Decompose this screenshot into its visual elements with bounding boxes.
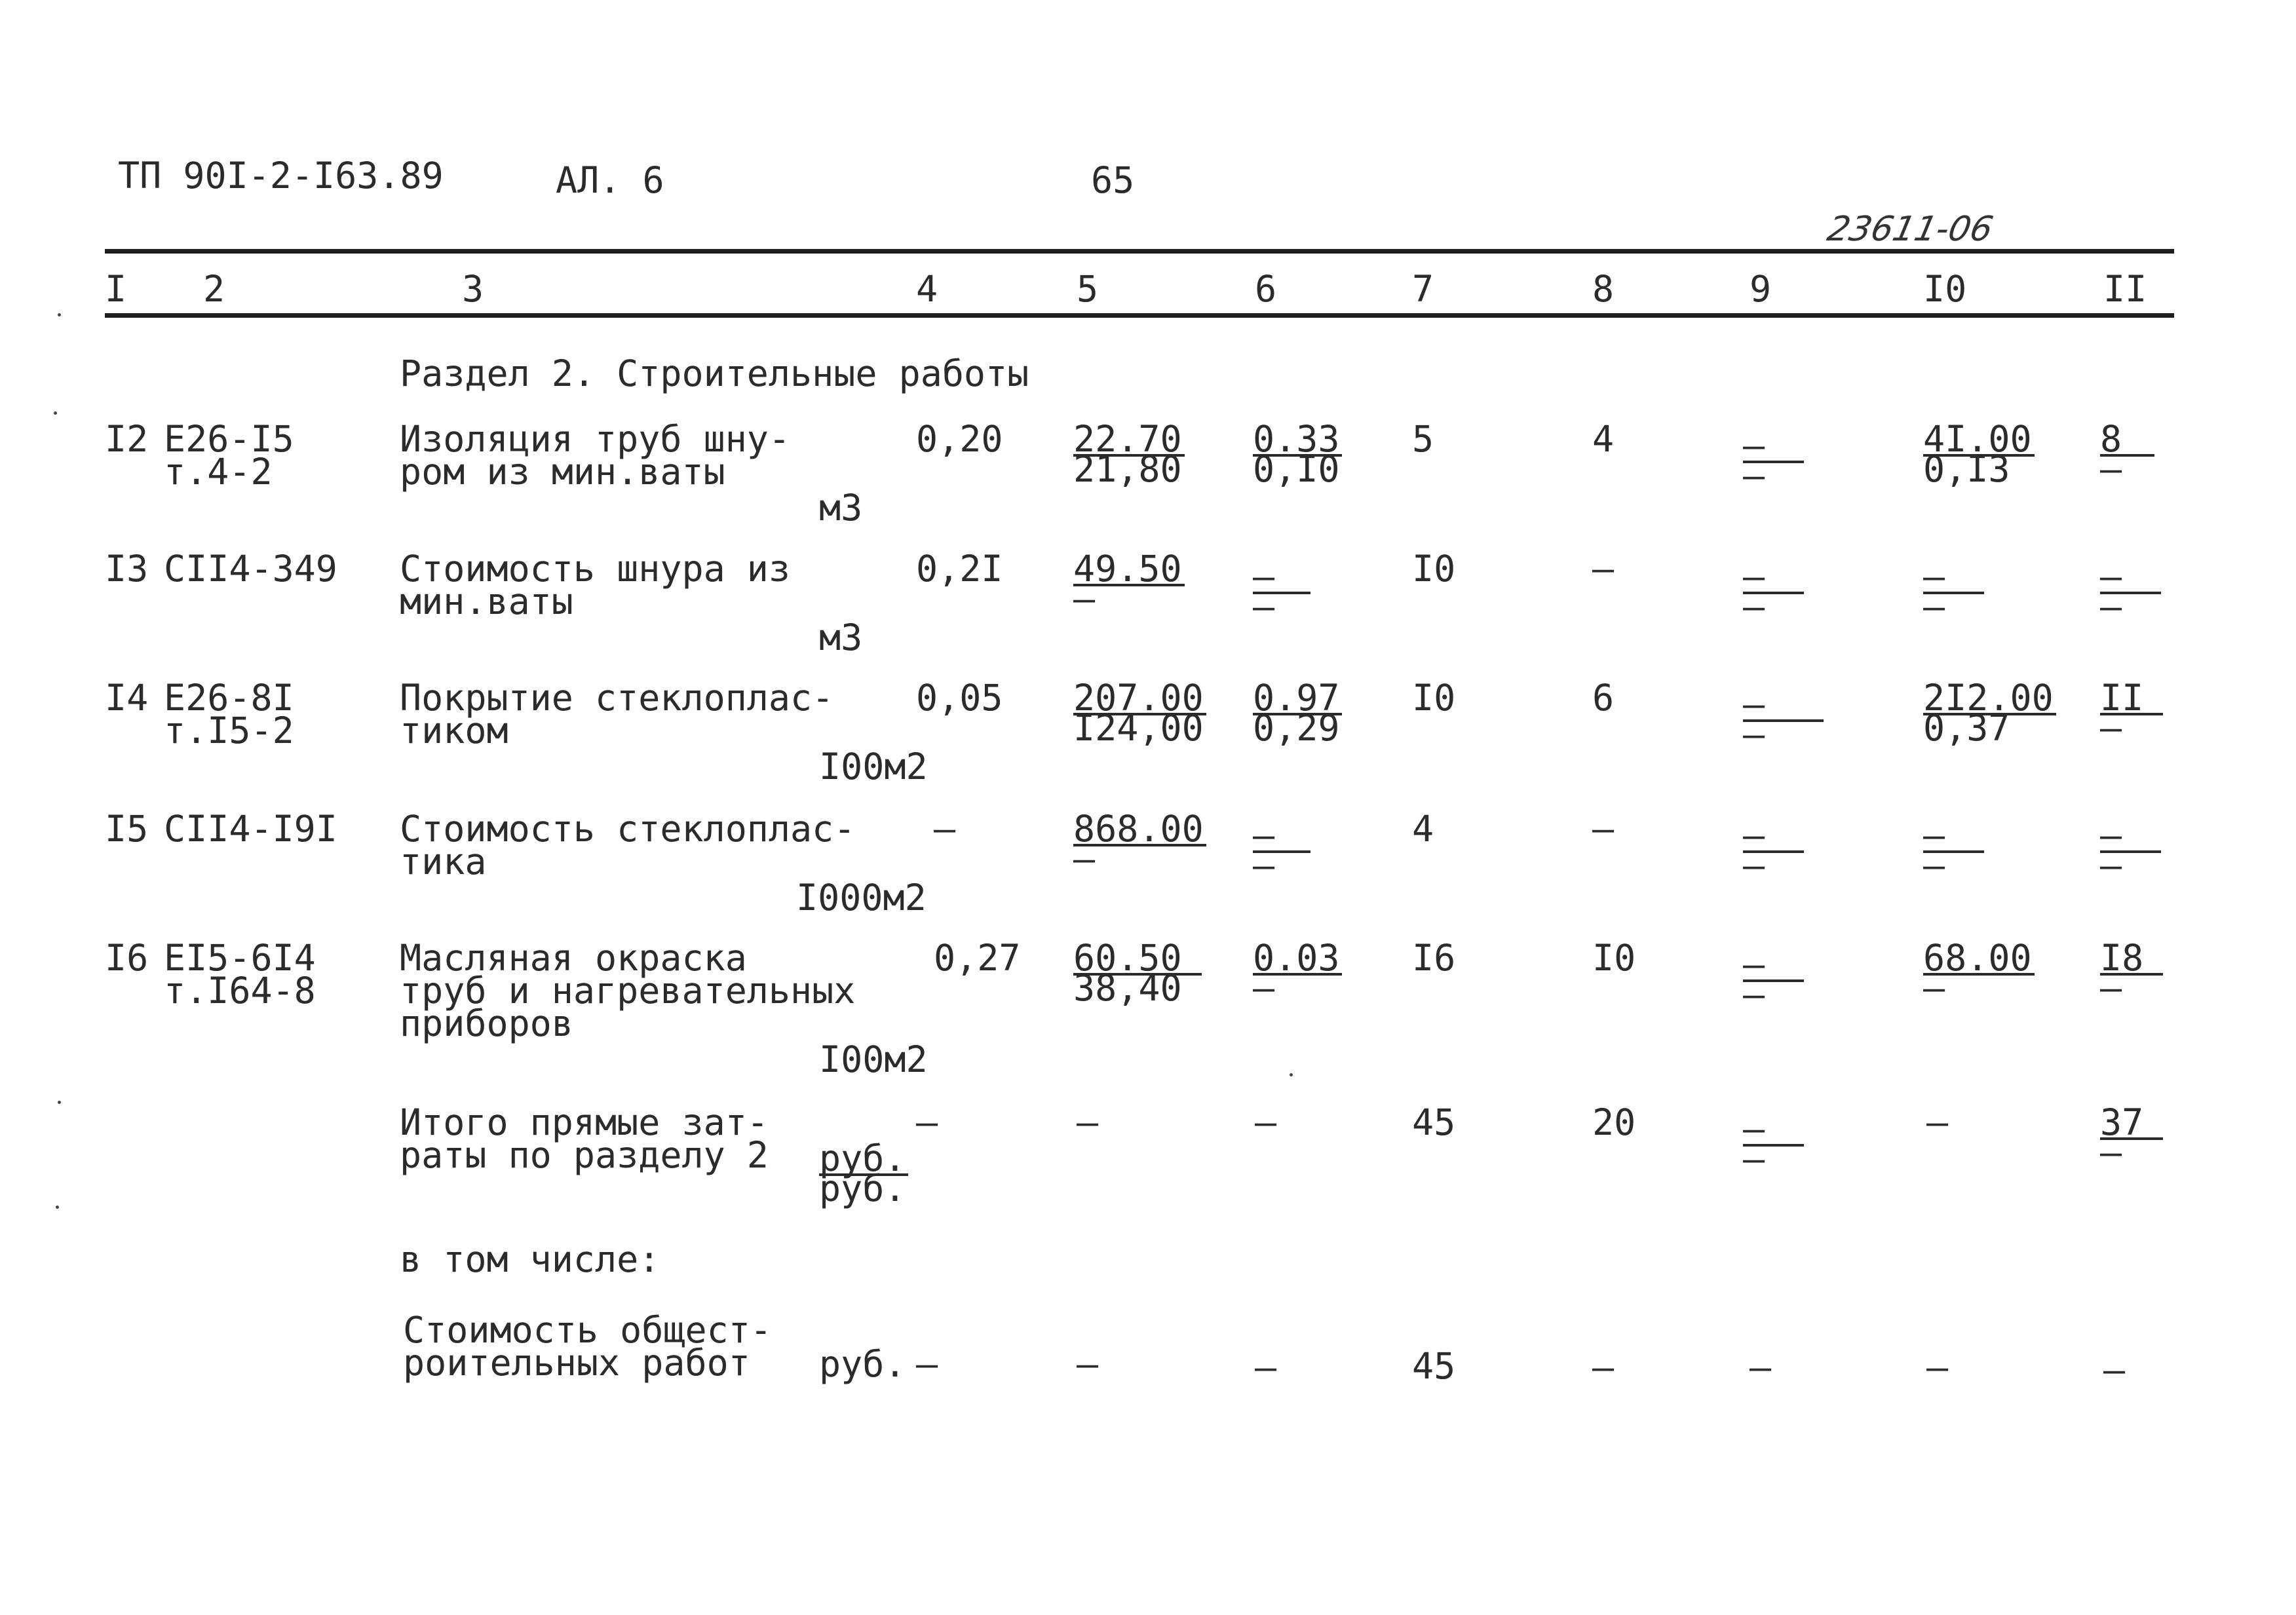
scan-speck	[58, 313, 61, 316]
subtotal-col7: 45	[1412, 1345, 1456, 1387]
total-quantity: –	[916, 1101, 938, 1143]
col6-value: – –	[1253, 560, 1311, 622]
col6-value: – –	[1253, 819, 1311, 881]
work-description-cont: ром из мин.ваты	[400, 451, 725, 493]
subtotal-col10: –	[1926, 1346, 1949, 1388]
norm-code: Е26-8I	[164, 677, 294, 719]
total-description: Итого прямые зат-	[400, 1101, 769, 1143]
norm-code: СII4-I9I	[164, 808, 337, 850]
col6-value: 0.03 –	[1253, 941, 1342, 1003]
col-header-3: 3	[462, 268, 484, 310]
col11-value: – –	[2100, 819, 2161, 881]
total-col11: 37 –	[2100, 1106, 2163, 1168]
work-description-cont: тика	[400, 841, 487, 883]
col9-value: – –	[1743, 819, 1804, 881]
unit: I000м2	[796, 877, 927, 919]
quantity: 0,27	[934, 937, 1021, 979]
total-col10: –	[1926, 1101, 1949, 1143]
col7-value: I0	[1412, 677, 1456, 719]
unit: I00м2	[819, 1038, 928, 1080]
work-description-cont2: приборов	[400, 1002, 573, 1044]
col10-value: – –	[1923, 560, 1984, 622]
norm-code: Е26-I5	[164, 418, 294, 460]
col-header-8: 8	[1592, 268, 1615, 310]
col5-value: $\frac{207.00}{I24,00}$	[1073, 681, 1206, 743]
unit: I00м2	[819, 746, 928, 788]
work-description: Покрытие стеклоплас-	[400, 677, 834, 719]
col8-value: I0	[1592, 937, 1636, 979]
subtotal-quantity: –	[916, 1343, 938, 1385]
col11-value: – –	[2100, 560, 2161, 622]
quantity: 0,05	[916, 677, 1003, 719]
col10-value: 68.00 –	[1923, 941, 2035, 1003]
unit: м3	[819, 487, 863, 529]
work-description-cont: тиком	[400, 710, 508, 751]
norm-table-ref: т.I64-8	[164, 970, 316, 1012]
col-header-5: 5	[1077, 268, 1099, 310]
col8-value: –	[1592, 548, 1615, 590]
subtotal-col5: –	[1077, 1343, 1099, 1385]
col8-value: 4	[1592, 418, 1615, 460]
including-label: в том числе:	[400, 1238, 660, 1280]
col11-value: I8 –	[2100, 941, 2163, 1003]
col9-value: – –	[1743, 560, 1804, 622]
row-number: I3	[105, 548, 149, 590]
norm-table-ref: т.I5-2	[164, 710, 294, 751]
col8-value: 6	[1592, 677, 1615, 719]
subtotal-unit: руб.	[819, 1343, 906, 1385]
col10-value: $\frac{4I.00}{0,I3}$	[1923, 423, 2035, 484]
col7-value: I6	[1412, 937, 1456, 979]
total-unit: руб. руб.	[819, 1142, 908, 1204]
subtotal-col8: –	[1592, 1346, 1615, 1388]
section-title: Раздел 2. Строительные работы	[400, 352, 1029, 394]
col9-value: – –	[1743, 429, 1804, 491]
scan-speck	[54, 411, 57, 415]
col10-value: – –	[1923, 819, 1984, 881]
row-number: I4	[105, 677, 149, 719]
subtotal-description: Стоимость общест-	[403, 1309, 772, 1351]
total-col5: –	[1077, 1101, 1099, 1143]
col-header-1: I	[105, 268, 127, 310]
work-description: Масляная окраска	[400, 937, 747, 979]
handwritten-number: 23611-06	[1824, 210, 1997, 249]
col11-value: II –	[2100, 681, 2163, 743]
col11-value: 8 –	[2100, 423, 2154, 484]
table-top-rule	[105, 249, 2174, 254]
subtotal-col6: –	[1255, 1346, 1277, 1388]
subtotal-col11: –	[2103, 1349, 2126, 1391]
col7-value: 5	[1412, 418, 1434, 460]
scan-speck	[58, 1101, 61, 1104]
norm-code: СII4-349	[164, 548, 337, 590]
norm-table-ref: т.4-2	[164, 451, 273, 493]
quantity: 0,20	[916, 418, 1003, 460]
col5-value: $\frac{22.70}{21,80}$	[1073, 423, 1185, 484]
norm-code: ЕI5-6I4	[164, 937, 316, 979]
col5-value: $\frac{60.50}{38,40}$	[1073, 941, 1202, 1003]
total-col8: 20	[1592, 1101, 1636, 1143]
work-description-cont: мин.ваты	[400, 580, 573, 622]
page-number: 65	[1091, 159, 1135, 201]
document-code: ТП 90I-2-I63.89	[118, 155, 444, 197]
header-bottom-rule	[105, 313, 2174, 318]
total-description-cont: раты по разделу 2	[400, 1134, 769, 1176]
scan-speck	[56, 1206, 59, 1209]
col-header-2: 2	[203, 268, 225, 310]
work-description-cont: труб и нагревательных	[400, 970, 856, 1012]
col5-value: 49.50 –	[1073, 552, 1185, 614]
col5-value: 868.00 –	[1073, 812, 1206, 874]
col6-value: $\frac{0.97}{0,29}$	[1253, 681, 1342, 743]
col7-value: I0	[1412, 548, 1456, 590]
col9-value: – –	[1743, 948, 1804, 1010]
subtotal-description-cont: роительных работ	[403, 1342, 750, 1384]
row-number: I6	[105, 937, 149, 979]
quantity: –	[934, 808, 956, 850]
row-number: I5	[105, 808, 149, 850]
col10-value: $\frac{2I2.00}{0,37}$	[1923, 681, 2056, 743]
quantity: 0,2I	[916, 548, 1003, 590]
total-col7: 45	[1412, 1101, 1456, 1143]
total-col6: –	[1255, 1101, 1277, 1143]
col-header-10: I0	[1923, 268, 1967, 310]
col-header-11: II	[2103, 268, 2147, 310]
work-description: Стоимость шнура из	[400, 548, 791, 590]
scan-speck	[1290, 1073, 1293, 1076]
col-header-4: 4	[916, 268, 938, 310]
col-header-6: 6	[1255, 268, 1277, 310]
col8-value: –	[1592, 808, 1615, 850]
col7-value: 4	[1412, 808, 1434, 850]
col9-value: – –	[1743, 688, 1824, 750]
col-header-9: 9	[1750, 268, 1772, 310]
unit: м3	[819, 617, 863, 658]
sheet-label: АЛ. 6	[556, 159, 664, 201]
work-description: Изоляция труб шну-	[400, 418, 791, 460]
subtotal-col9: –	[1750, 1346, 1772, 1388]
col6-value: $\frac{0.33}{0,I0}$	[1253, 423, 1342, 484]
work-description: Стоимость стеклоплас-	[400, 808, 856, 850]
col-header-7: 7	[1412, 268, 1434, 310]
total-col9: – –	[1743, 1112, 1804, 1174]
row-number: I2	[105, 418, 149, 460]
